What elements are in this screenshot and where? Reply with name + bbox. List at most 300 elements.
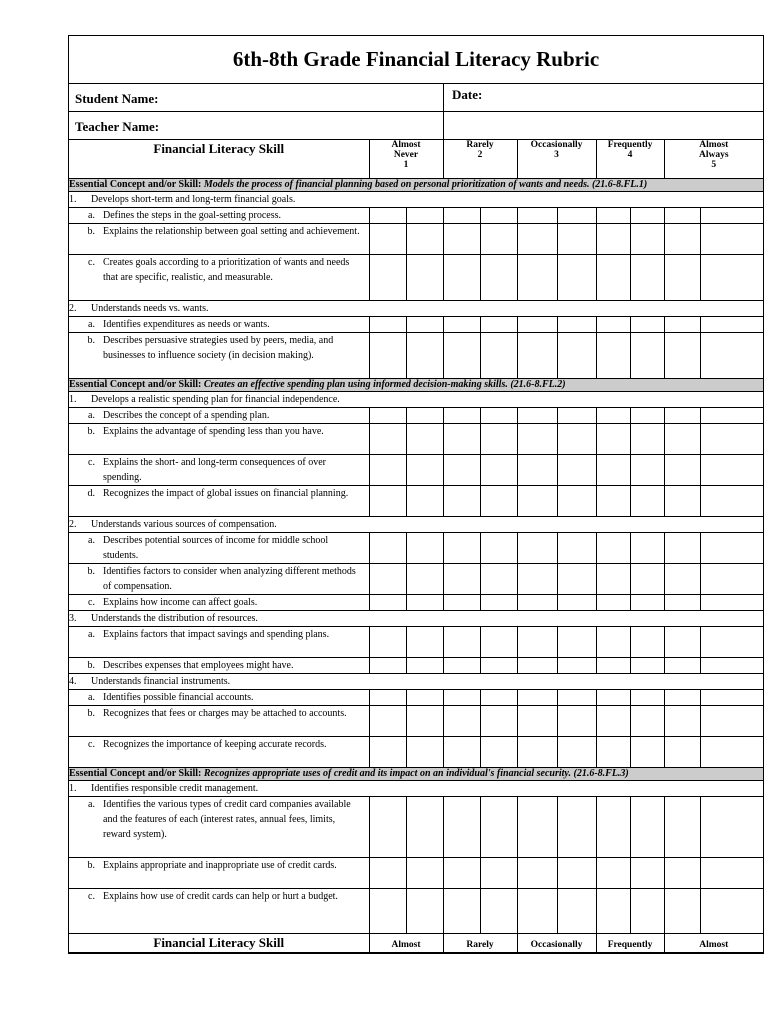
rating-cell[interactable]: [664, 224, 700, 255]
rating-cell[interactable]: [557, 858, 596, 889]
footer-level-header: [517, 934, 596, 953]
rating-cell[interactable]: [517, 690, 557, 706]
rating-cell[interactable]: [596, 737, 630, 768]
rating-cell[interactable]: [369, 455, 406, 486]
rating-cell[interactable]: [443, 424, 480, 455]
sub-skill-text-wrap: [69, 317, 369, 332]
sub-skill-letter: b.: [87, 335, 95, 346]
date-field[interactable]: [444, 84, 763, 111]
sub-skill-cell: [69, 706, 369, 737]
rating-cell[interactable]: [596, 564, 630, 595]
footer-header-row: [69, 934, 763, 953]
rating-cell[interactable]: [517, 255, 557, 301]
rating-cell[interactable]: [369, 424, 406, 455]
item-number: 1.: [69, 194, 77, 205]
rating-cell[interactable]: [443, 690, 480, 706]
sub-skill-cell: [69, 333, 369, 379]
rating-cell[interactable]: [664, 486, 700, 517]
rating-cell[interactable]: [517, 706, 557, 737]
rating-cell[interactable]: [700, 658, 763, 674]
sub-skill-row: [69, 690, 763, 706]
rating-cell[interactable]: [517, 224, 557, 255]
rating-cell[interactable]: [406, 690, 443, 706]
sub-skill-letter: a.: [88, 410, 95, 421]
sub-skill-letter: a.: [88, 629, 95, 640]
skill-item-cell: [69, 781, 763, 797]
rating-cell[interactable]: [664, 424, 700, 455]
student-date-row: [69, 84, 763, 112]
footer-skill-header: [69, 934, 369, 953]
rating-cell[interactable]: [700, 797, 763, 858]
concept-cell: [69, 379, 763, 392]
rating-cell[interactable]: [443, 208, 480, 224]
rating-cell[interactable]: [369, 564, 406, 595]
rating-cell[interactable]: [557, 706, 596, 737]
rating-cell[interactable]: [700, 255, 763, 301]
rating-cell[interactable]: [406, 424, 443, 455]
rating-cell[interactable]: [443, 317, 480, 333]
skill-item-row: [69, 674, 763, 690]
rating-cell[interactable]: [517, 858, 557, 889]
concept-label: Essential Concept and/or Skill:: [69, 179, 202, 190]
sub-skill-cell: [69, 208, 369, 224]
rating-cell[interactable]: [406, 208, 443, 224]
sub-skill-text-wrap: [69, 858, 369, 873]
rating-cell[interactable]: [443, 224, 480, 255]
rating-cell[interactable]: [700, 208, 763, 224]
sub-skill-row: [69, 627, 763, 658]
rating-cell[interactable]: [480, 706, 517, 737]
rating-cell[interactable]: [700, 595, 763, 611]
item-text: Understands various sources of compensation.: [91, 519, 277, 530]
rating-cell[interactable]: [596, 658, 630, 674]
rating-cell[interactable]: [664, 333, 700, 379]
sub-skill-text-wrap: [69, 533, 369, 563]
sub-skill-text-wrap: [69, 564, 369, 594]
rating-cell[interactable]: [596, 255, 630, 301]
rating-cell[interactable]: [664, 627, 700, 658]
concept-label: Essential Concept and/or Skill:: [69, 768, 202, 779]
rating-cell[interactable]: [596, 224, 630, 255]
rating-cell[interactable]: [596, 858, 630, 889]
rating-cell[interactable]: [369, 408, 406, 424]
rating-cell[interactable]: [369, 658, 406, 674]
rating-cell[interactable]: [517, 208, 557, 224]
rating-cell[interactable]: [596, 208, 630, 224]
rating-cell[interactable]: [480, 797, 517, 858]
rating-cell[interactable]: [630, 889, 664, 934]
footer-level-label: Almost: [391, 940, 421, 950]
sub-skill-row: [69, 889, 763, 934]
rating-cell[interactable]: [630, 317, 664, 333]
rating-cell[interactable]: [443, 255, 480, 301]
rating-cell[interactable]: [700, 333, 763, 379]
sub-skill-text: Identifies the various types of credit card companies available and the features of each (interest rates, annual fees, limits, reward system).: [103, 799, 351, 840]
rating-cell[interactable]: [664, 455, 700, 486]
rating-cell[interactable]: [557, 737, 596, 768]
rating-cell[interactable]: [630, 208, 664, 224]
rating-cell[interactable]: [369, 797, 406, 858]
rating-cell[interactable]: [596, 889, 630, 934]
rating-cell[interactable]: [596, 317, 630, 333]
sub-skill-cell: [69, 595, 369, 611]
sub-skill-letter: b.: [87, 566, 95, 577]
rating-cell[interactable]: [596, 533, 630, 564]
rating-cell[interactable]: [517, 533, 557, 564]
rating-cell[interactable]: [406, 737, 443, 768]
item-number: 1.: [69, 394, 77, 405]
item-text: Develops short-term and long-term financial goals.: [91, 194, 296, 205]
rating-cell[interactable]: [630, 424, 664, 455]
rating-cell[interactable]: [369, 317, 406, 333]
level-name: Occasionally: [530, 140, 583, 150]
rating-cell[interactable]: [700, 224, 763, 255]
rating-cell[interactable]: [480, 455, 517, 486]
rating-cell[interactable]: [517, 486, 557, 517]
rating-cell[interactable]: [406, 595, 443, 611]
rating-cell[interactable]: [630, 627, 664, 658]
student-name-field[interactable]: [69, 84, 444, 111]
rating-cell[interactable]: [700, 627, 763, 658]
rating-cell[interactable]: [517, 333, 557, 379]
sub-skill-row: [69, 317, 763, 333]
sub-skill-row: [69, 208, 763, 224]
rating-cell[interactable]: [480, 255, 517, 301]
rating-cell[interactable]: [630, 690, 664, 706]
sub-skill-text-wrap: [69, 408, 369, 423]
rating-cell[interactable]: [517, 595, 557, 611]
sub-skill-text-wrap: [69, 455, 369, 485]
rating-cell[interactable]: [630, 564, 664, 595]
skill-item-row: [69, 611, 763, 627]
level-number: 1: [403, 160, 409, 170]
rating-cell[interactable]: [596, 408, 630, 424]
sub-skill-cell: [69, 658, 369, 674]
rating-cell[interactable]: [406, 889, 443, 934]
rating-cell[interactable]: [406, 627, 443, 658]
rating-cell[interactable]: [664, 737, 700, 768]
rating-cell[interactable]: [443, 333, 480, 379]
rating-cell[interactable]: [369, 858, 406, 889]
rating-cell[interactable]: [480, 858, 517, 889]
rating-cell[interactable]: [630, 595, 664, 611]
sub-skill-text-wrap: [69, 627, 369, 642]
rating-cell[interactable]: [443, 533, 480, 564]
rating-cell[interactable]: [630, 455, 664, 486]
rating-cell[interactable]: [700, 564, 763, 595]
footer-level-label: Occasionally: [530, 940, 583, 950]
rating-cell[interactable]: [700, 706, 763, 737]
sub-skill-row: [69, 706, 763, 737]
rating-cell[interactable]: [557, 627, 596, 658]
rating-cell[interactable]: [517, 658, 557, 674]
skill-item-cell: [69, 192, 763, 208]
rating-cell[interactable]: [664, 533, 700, 564]
rating-cell[interactable]: [480, 408, 517, 424]
rating-cell[interactable]: [557, 658, 596, 674]
rating-cell[interactable]: [480, 533, 517, 564]
rating-cell[interactable]: [480, 317, 517, 333]
rating-cell[interactable]: [406, 706, 443, 737]
rating-cell[interactable]: [557, 690, 596, 706]
rating-cell[interactable]: [406, 797, 443, 858]
rating-cell[interactable]: [406, 564, 443, 595]
rating-cell[interactable]: [700, 486, 763, 517]
concept-text: Creates an effective spending plan using informed decision-making skills. (21.6-8.FL.2): [203, 379, 566, 390]
sub-skill-text-wrap: [69, 797, 369, 842]
rating-cell[interactable]: [517, 737, 557, 768]
footer-level-label: Almost: [699, 940, 729, 950]
rating-cell[interactable]: [557, 317, 596, 333]
rating-cell[interactable]: [700, 737, 763, 768]
rating-cell[interactable]: [406, 317, 443, 333]
rating-cell[interactable]: [664, 408, 700, 424]
item-text: Identifies responsible credit management.: [91, 783, 259, 794]
sub-skill-cell: [69, 889, 369, 934]
rating-cell[interactable]: [596, 797, 630, 858]
item-number: 1.: [69, 783, 77, 794]
rating-cell[interactable]: [630, 797, 664, 858]
rating-cell[interactable]: [443, 595, 480, 611]
rating-cell[interactable]: [596, 690, 630, 706]
rating-cell[interactable]: [630, 858, 664, 889]
rating-cell[interactable]: [406, 455, 443, 486]
rating-cell[interactable]: [406, 255, 443, 301]
level-header-frequently: [596, 140, 664, 179]
rating-cell[interactable]: [557, 486, 596, 517]
footer-skill-label: Financial Literacy Skill: [153, 935, 285, 950]
item-text: Understands financial instruments.: [91, 676, 231, 687]
sub-skill-text: Recognizes the importance of keeping accurate records.: [103, 739, 327, 750]
rating-cell[interactable]: [630, 224, 664, 255]
rating-cell[interactable]: [664, 255, 700, 301]
rating-cell[interactable]: [517, 797, 557, 858]
teacher-blank-cell[interactable]: [444, 112, 763, 139]
rating-cell[interactable]: [406, 486, 443, 517]
rating-cell[interactable]: [557, 208, 596, 224]
rating-cell[interactable]: [596, 424, 630, 455]
skill-item-row: [69, 517, 763, 533]
rating-cell[interactable]: [700, 455, 763, 486]
rating-cell[interactable]: [630, 408, 664, 424]
rating-cell[interactable]: [517, 424, 557, 455]
rating-cell[interactable]: [557, 424, 596, 455]
sub-skill-row: [69, 255, 763, 301]
rating-cell[interactable]: [369, 706, 406, 737]
rating-cell[interactable]: [557, 408, 596, 424]
rating-cell[interactable]: [369, 533, 406, 564]
skill-item-cell: [69, 517, 763, 533]
sub-skill-text: Explains appropriate and inappropriate use of credit cards.: [103, 860, 337, 871]
level-header-occasionally: [517, 140, 596, 179]
rating-cell[interactable]: [369, 889, 406, 934]
rating-cell[interactable]: [369, 486, 406, 517]
rating-cell[interactable]: [557, 564, 596, 595]
rating-cell[interactable]: [664, 564, 700, 595]
rating-cell[interactable]: [406, 224, 443, 255]
concept-text: Models the process of financial planning based on personal prioritization of wants and needs. (21.6-8.FL.1): [203, 179, 648, 190]
rating-cell[interactable]: [664, 889, 700, 934]
rating-cell[interactable]: [700, 533, 763, 564]
rating-cell[interactable]: [369, 690, 406, 706]
rating-cell[interactable]: [557, 889, 596, 934]
sub-skill-cell: [69, 424, 369, 455]
rating-cell[interactable]: [664, 317, 700, 333]
rating-cell[interactable]: [369, 255, 406, 301]
rating-cell[interactable]: [596, 486, 630, 517]
rating-cell[interactable]: [596, 595, 630, 611]
rating-cell[interactable]: [557, 224, 596, 255]
skill-item-cell: [69, 301, 763, 317]
rating-cell[interactable]: [443, 658, 480, 674]
rating-cell[interactable]: [630, 533, 664, 564]
rating-cell[interactable]: [443, 706, 480, 737]
rating-cell[interactable]: [664, 658, 700, 674]
level-name: Almost Never: [391, 140, 421, 160]
rating-cell[interactable]: [630, 706, 664, 737]
rating-cell[interactable]: [443, 627, 480, 658]
rating-cell[interactable]: [664, 208, 700, 224]
sub-skill-text-wrap: [69, 706, 369, 721]
rating-cell[interactable]: [630, 486, 664, 517]
rating-cell[interactable]: [480, 690, 517, 706]
rating-cell[interactable]: [557, 595, 596, 611]
sub-skill-text: Creates goals according to a prioritization of wants and needs that are specific, realistic, and measurable.: [103, 257, 350, 283]
rating-cell[interactable]: [480, 333, 517, 379]
rating-cell[interactable]: [369, 333, 406, 379]
rating-cell[interactable]: [406, 658, 443, 674]
sub-skill-letter: a.: [88, 319, 95, 330]
rating-cell[interactable]: [557, 255, 596, 301]
rating-cell[interactable]: [369, 224, 406, 255]
rating-cell[interactable]: [443, 797, 480, 858]
skill-item-row: [69, 192, 763, 208]
skill-item-row: [69, 781, 763, 797]
rating-cell[interactable]: [369, 737, 406, 768]
rating-cell[interactable]: [480, 627, 517, 658]
rating-cell[interactable]: [596, 333, 630, 379]
rating-cell[interactable]: [443, 408, 480, 424]
rating-cell[interactable]: [443, 486, 480, 517]
level-header-rarely: [443, 140, 517, 179]
rating-cell[interactable]: [700, 424, 763, 455]
sub-skill-cell: [69, 408, 369, 424]
rating-cell[interactable]: [480, 658, 517, 674]
sub-skill-row: [69, 455, 763, 486]
sub-skill-cell: [69, 255, 369, 301]
skill-item-cell: [69, 674, 763, 690]
rating-cell[interactable]: [700, 858, 763, 889]
concept-row: [69, 179, 763, 192]
sub-skill-letter: d.: [87, 488, 95, 499]
rating-cell[interactable]: [517, 627, 557, 658]
sub-skill-text: Describes potential sources of income for middle school students.: [103, 535, 329, 561]
rating-cell[interactable]: [700, 408, 763, 424]
sub-skill-letter: b.: [87, 660, 95, 671]
sub-skill-letter: a.: [88, 535, 95, 546]
rating-cell[interactable]: [700, 690, 763, 706]
rating-cell[interactable]: [517, 408, 557, 424]
rating-cell[interactable]: [406, 333, 443, 379]
rating-cell[interactable]: [557, 455, 596, 486]
rating-cell[interactable]: [664, 797, 700, 858]
rating-cell[interactable]: [596, 455, 630, 486]
page-title: 6th-8th Grade Financial Literacy Rubric: [69, 36, 763, 84]
sub-skill-row: [69, 224, 763, 255]
sub-skill-row: [69, 858, 763, 889]
rating-cell[interactable]: [557, 797, 596, 858]
rating-cell[interactable]: [480, 424, 517, 455]
sub-skill-letter: b.: [87, 708, 95, 719]
sub-skill-row: [69, 424, 763, 455]
sub-skill-text: Explains the relationship between goal setting and achievement.: [103, 226, 360, 237]
rating-cell[interactable]: [517, 564, 557, 595]
rating-cell[interactable]: [630, 737, 664, 768]
rating-cell[interactable]: [443, 455, 480, 486]
sub-skill-row: [69, 333, 763, 379]
rating-cell[interactable]: [517, 455, 557, 486]
rating-cell[interactable]: [664, 706, 700, 737]
rating-cell[interactable]: [517, 317, 557, 333]
sub-skill-row: [69, 595, 763, 611]
rating-cell[interactable]: [480, 564, 517, 595]
sub-skill-cell: [69, 317, 369, 333]
sub-skill-letter: b.: [87, 860, 95, 871]
rating-cell[interactable]: [480, 737, 517, 768]
rating-cell[interactable]: [700, 317, 763, 333]
rating-cell[interactable]: [630, 255, 664, 301]
rating-cell[interactable]: [480, 224, 517, 255]
sub-skill-row: [69, 658, 763, 674]
rating-cell[interactable]: [596, 627, 630, 658]
sub-skill-text: Recognizes the impact of global issues on financial planning.: [103, 488, 349, 499]
sub-skill-text: Explains factors that impact savings and spending plans.: [103, 629, 330, 640]
rating-cell[interactable]: [369, 595, 406, 611]
rating-cell[interactable]: [406, 408, 443, 424]
rating-cell[interactable]: [443, 737, 480, 768]
rating-cell[interactable]: [630, 333, 664, 379]
rating-cell[interactable]: [557, 533, 596, 564]
rating-cell[interactable]: [480, 208, 517, 224]
rating-cell[interactable]: [517, 889, 557, 934]
level-header-almost-always: [664, 140, 763, 179]
rating-cell[interactable]: [630, 658, 664, 674]
rating-cell[interactable]: [664, 595, 700, 611]
sub-skill-text-wrap: [69, 737, 369, 752]
rating-cell[interactable]: [480, 595, 517, 611]
level-name: Almost Always: [699, 140, 729, 160]
teacher-row: [69, 112, 763, 140]
rating-cell[interactable]: [406, 858, 443, 889]
rating-cell[interactable]: [443, 564, 480, 595]
sub-skill-text: Describes expenses that employees might have.: [103, 660, 294, 671]
rating-cell[interactable]: [664, 858, 700, 889]
rating-cell[interactable]: [596, 706, 630, 737]
rating-cell[interactable]: [406, 533, 443, 564]
rating-cell[interactable]: [700, 889, 763, 934]
rating-cell[interactable]: [443, 858, 480, 889]
rating-cell[interactable]: [480, 486, 517, 517]
rating-cell[interactable]: [369, 627, 406, 658]
rating-cell[interactable]: [443, 889, 480, 934]
teacher-name-field[interactable]: [69, 112, 444, 139]
rating-cell[interactable]: [480, 889, 517, 934]
rating-cell[interactable]: [557, 333, 596, 379]
sub-skill-row: [69, 533, 763, 564]
level-number: 3: [554, 150, 559, 160]
rating-cell[interactable]: [664, 690, 700, 706]
rating-cell[interactable]: [369, 208, 406, 224]
